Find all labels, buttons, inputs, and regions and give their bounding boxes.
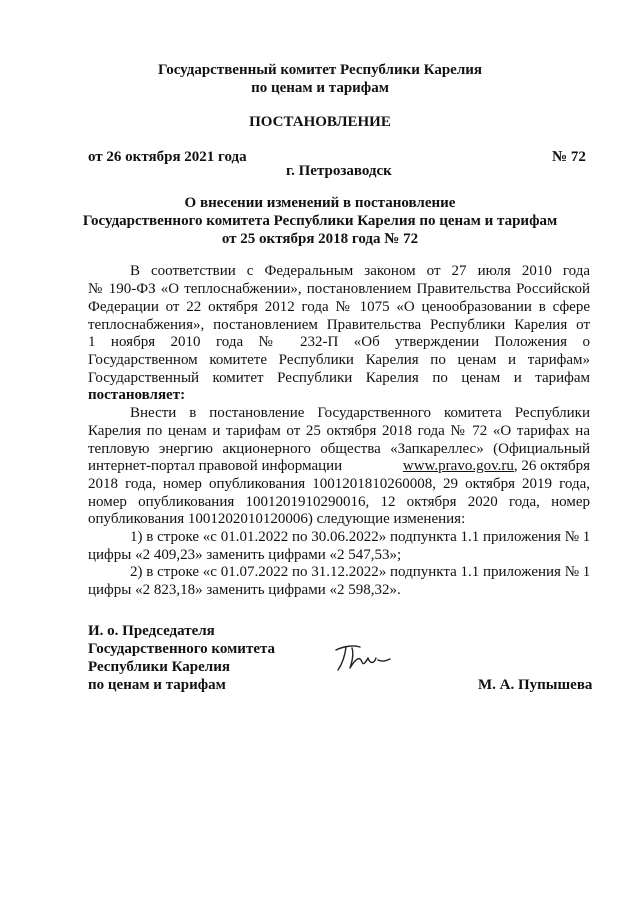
paragraph1-line4: теплоснабжения», постановлением Правительства Республики Карелия от [88,317,590,333]
paragraph2-line5: 2018 года, номер опубликования 1001201810260008, 29 октября 2019 года, [88,476,590,492]
document-type: ПОСТАНОВЛЕНИЕ [249,114,391,130]
paragraph2-line4-text: интернет-портал правовой информации [88,458,343,474]
paragraph2-line6: номер опубликования 1001201910290016, 12 октября 2020 года, номер [88,494,590,510]
pravo-link[interactable]: www.pravo.gov.ru [402,458,514,474]
subject-line1: О внесении изменений в постановление [184,195,456,211]
paragraph1-line1: В соответствии с Федеральным законом от 27 июля 2010 года [130,263,590,279]
organization-name-line1: Государственный комитет Республики Карелия [158,62,482,78]
paragraph1-line3: Федерации от 22 октября 2012 года № 1075 «О ценообразовании в сфере [88,299,590,315]
paragraph1-line6: Государственном комитете Республики Карелия по ценам и тарифам» [88,352,590,368]
item2-line2: цифры «2 823,18» заменить цифрами «2 598,32». [88,582,401,598]
paragraph2-line2: Карелия по ценам и тарифам от 25 октября 2018 года № 72 «О тарифах на [88,423,590,439]
paragraph2-line4-post: , 26 октября [513,458,590,474]
item1-line2: цифры «2 409,23» заменить цифрами «2 547,53»; [88,547,402,563]
signer-title-line1: И. о. Председателя [88,623,215,639]
signer-title-line4: по ценам и тарифам [88,677,226,693]
subject-line3: от 25 октября 2018 года № 72 [221,231,419,247]
paragraph1-line7: Государственный комитет Республики Карелия по ценам и тарифам [88,370,590,386]
handwritten-signature [330,640,400,676]
document-number: № 72 [552,149,586,165]
document-date: от 26 октября 2021 года [88,149,247,165]
paragraph1-line2: № 190-ФЗ «О теплоснабжении», постановлением Правительства Российской [88,281,590,297]
subject-line2: Государственного комитета Республики Карелия по ценам и тарифам [82,213,558,229]
item2-line1: 2) в строке «с 01.07.2022 по 31.12.2022» подпункта 1.1 приложения № 1 [130,564,591,580]
paragraph1-line5: 1 ноября 2010 года № 232-П «Об утверждении Положения о [88,334,590,350]
signer-title-line2: Государственного комитета [88,641,276,657]
paragraph2-line4-tail [403,458,590,475]
signer-title-line3: Республики Карелия [88,659,230,675]
paragraph2-line3: тепловую энергию акционерного общества «Запкареллес» (Официальный [88,441,590,457]
resolves-word: постановляет: [88,387,186,403]
paragraph2-line1: Внести в постановление Государственного комитета Республики [130,405,590,421]
signer-name: М. А. Пупышева [478,677,593,693]
paragraph2-line7: опубликования 1001202010120006) следующие изменения: [88,511,466,527]
document-city: г. Петрозаводск [286,163,392,179]
paragraph2-line4 [88,458,590,475]
organization-name-line2: по ценам и тарифам [251,80,389,96]
item1-line1: 1) в строке «с 01.01.2022 по 30.06.2022» подпункта 1.1 приложения № 1 [130,529,591,545]
